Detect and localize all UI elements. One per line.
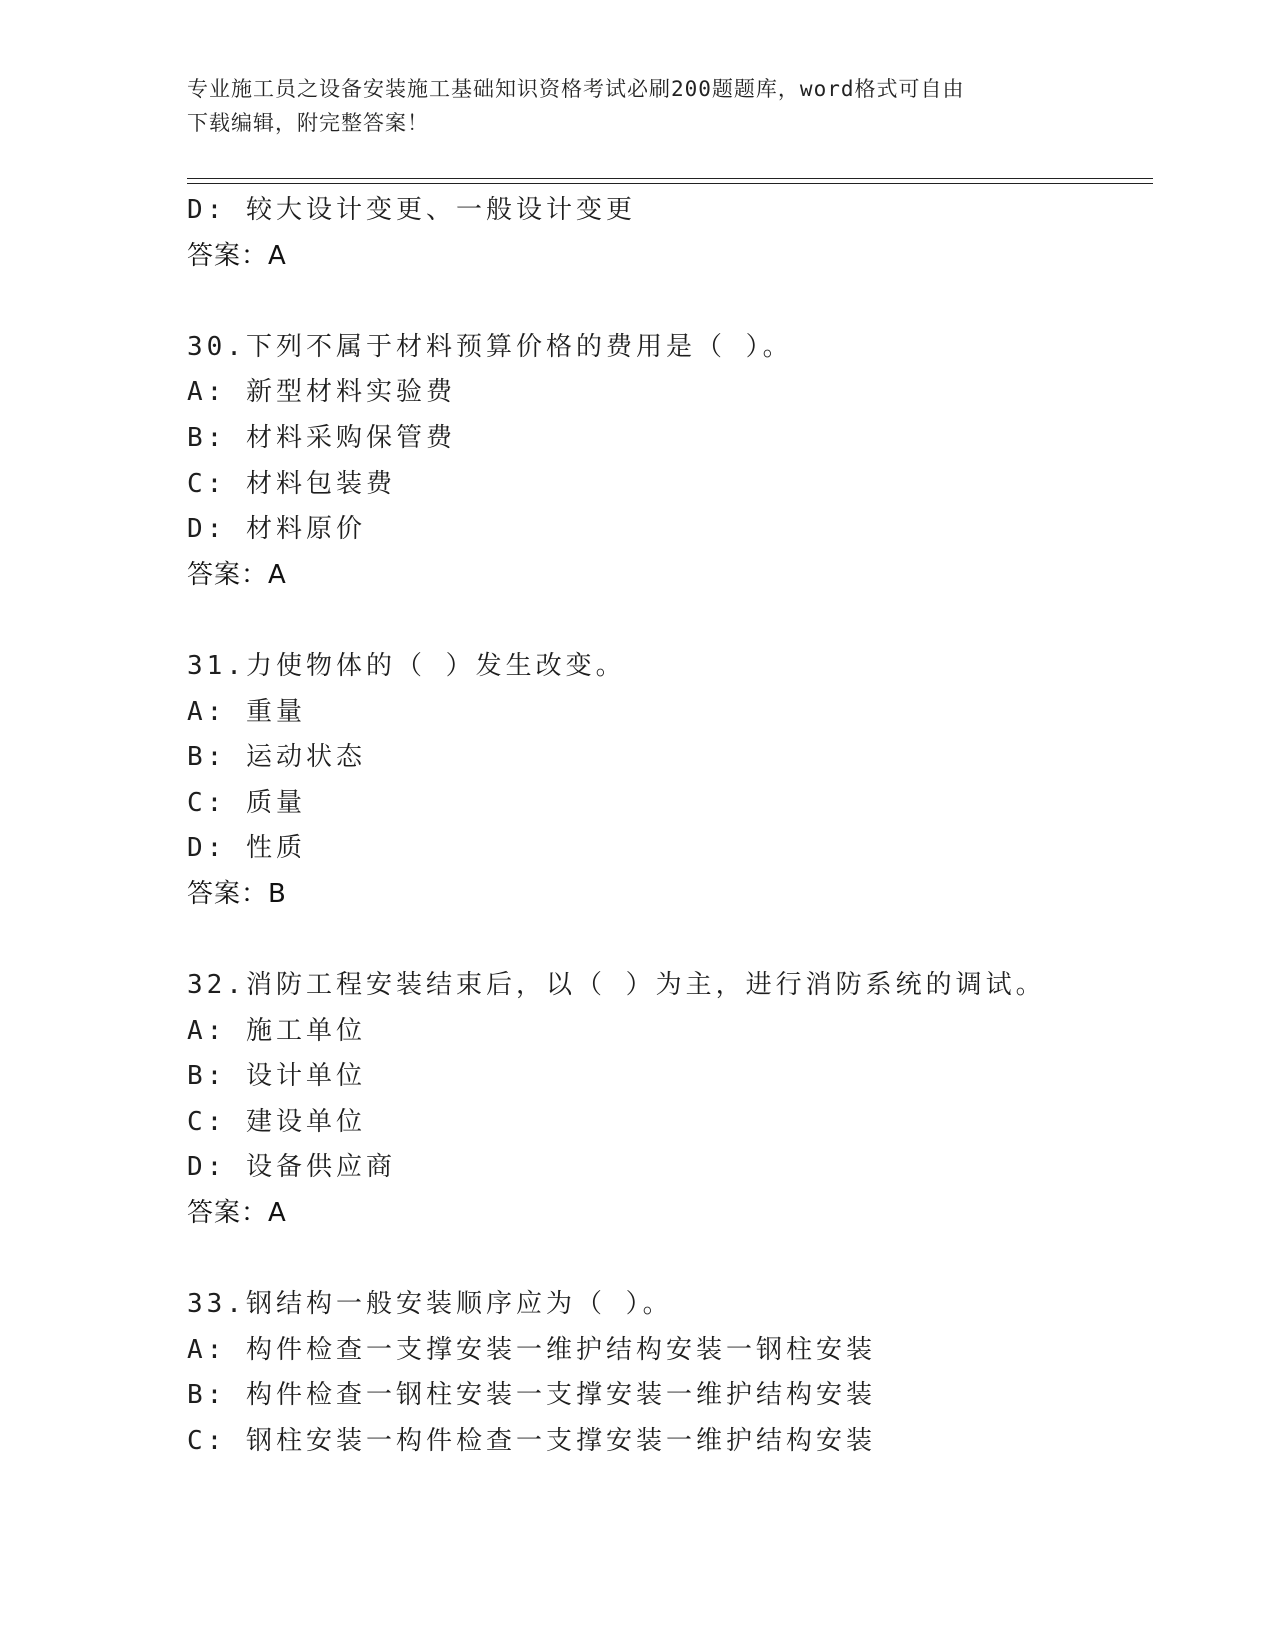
question-block-33 [187,1282,1147,1464]
question-block-30 [187,325,1147,599]
option-b: B: 设计单位 [187,1061,366,1092]
option-c: C: 钢柱安装一构件检查一支撑安装一维护结构安装 [187,1426,876,1457]
option-c: C: 建设单位 [187,1106,366,1137]
option-b: B: 构件检查一钢柱安装一支撑安装一维护结构安装 [187,1380,876,1411]
option-d: D: 设备供应商 [187,1152,396,1183]
answer-line: 答案：B [187,878,287,909]
answer-line: 答案：A [187,240,287,271]
question-block-32 [187,963,1147,1237]
question-block-29 [187,188,1147,279]
header-line-1: 专业施工员之设备安装施工基础知识资格考试必刷200题题库，word格式可自由 [187,77,965,101]
question-stem: 31.力使物体的（ ）发生改变。 [187,650,626,681]
header-divider-top [187,178,1153,179]
spacer [187,598,1147,644]
option-a: A: 新型材料实验费 [187,377,456,408]
option-a: A: 重量 [187,696,306,727]
header-line-2: 下载编辑，附完整答案！ [187,111,429,135]
option-d: D: 材料原价 [187,514,366,545]
question-list [187,188,1147,1465]
option-b: B: 材料采购保管费 [187,422,456,453]
answer-line: 答案：A [187,559,287,590]
answer-line: 答案：A [187,1198,287,1229]
spacer [187,918,1147,964]
option-a: A: 施工单位 [187,1015,366,1046]
header-divider-bottom [187,183,1153,184]
option-d: D: 性质 [187,833,306,864]
spacer [187,1237,1147,1283]
question-stem: 33.钢结构一般安装顺序应为（ ）。 [187,1289,673,1320]
spacer [187,279,1147,325]
option-a: A: 构件检查一支撑安装一维护结构安装一钢柱安装 [187,1334,876,1365]
question-block-31 [187,644,1147,918]
option-c: C: 材料包装费 [187,468,396,499]
option-b: B: 运动状态 [187,742,366,773]
option-d: D: 较大设计变更、一般设计变更 [187,195,636,225]
document-header [187,72,1067,140]
question-stem: 30.下列不属于材料预算价格的费用是（ ）。 [187,331,793,362]
question-stem: 32.消防工程安装结束后，以（ ）为主，进行消防系统的调试。 [187,970,1046,1001]
option-c: C: 质量 [187,787,306,818]
